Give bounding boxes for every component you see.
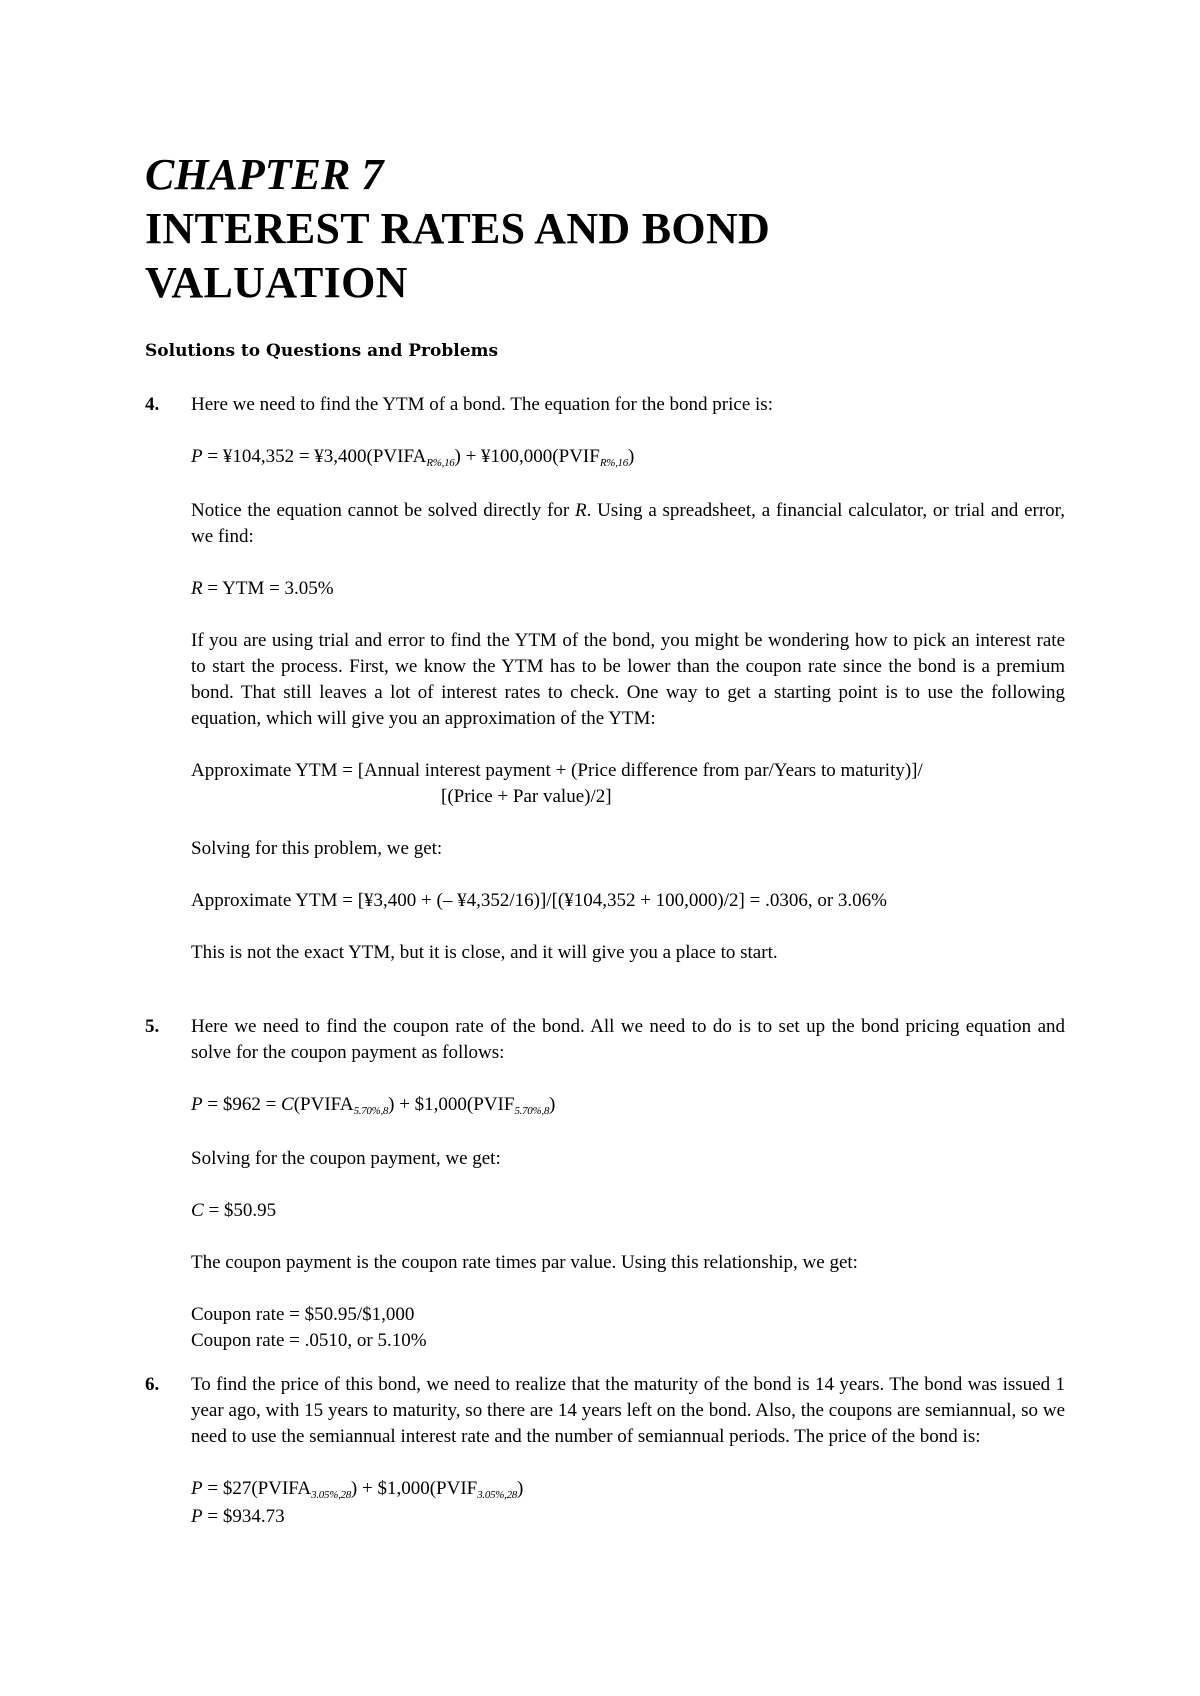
chapter-number: CHAPTER 7 [145,150,384,199]
approx-ytm-calculation: Approximate YTM = [¥3,400 + (– ¥4,352/16)]/[(¥104,352 + 100,000)/2] = .0306, or 3.06% [191,890,887,911]
coupon-payment-result: C = $50.95 [191,1200,277,1221]
problem-body [191,1372,1065,1530]
problem-number: 5. [145,1016,160,1037]
problem-number: 4. [145,394,160,415]
solving-text: Solving for the coupon payment, we get: [191,1148,501,1169]
problem-5 [145,1014,1065,1380]
coupon-rate-calculation: Coupon rate = $50.95/$1,000 Coupon rate = .0510, or 5.10% [191,1304,427,1351]
solving-text: Solving for this problem, we get: [191,838,443,859]
problem-number: 6. [145,1374,160,1395]
closing-text: This is not the exact YTM, but it is close, and it will give you a place to start. [191,942,778,963]
relationship-text: The coupon payment is the coupon rate times par value. Using this relationship, we get: [191,1252,858,1273]
approx-ytm-formula: Approximate YTM = [Annual interest payment + (Price difference from par/Years to maturity)]/ [(Price + Par value)/2] [191,760,923,807]
bond-price-equation: P = ¥104,352 = $¥3,400(PVIFA_{R\%,16})$ + $¥100,000(PVIF_{R\%,16})$ [191,446,635,469]
ytm-result: R = YTM = 3.05% [191,578,334,599]
bond-price-result: P = $934.73 [191,1506,285,1527]
bond-price-equation: $P = \$27(PVIFA_{3.05\%,28})$ + $\$1,000(PVIF_{3.05\%,28})$ [191,1478,524,1501]
chapter-heading [145,148,770,310]
chapter-title-line-2: VALUATION [145,258,408,307]
section-subtitle: Solutions to Questions and Problems [145,341,499,361]
bond-pricing-equation: P = $962 = $C(PVIFA_{5.70\%,8})$ + $\$1,000(PVIF_{5.70\%,8})$ [191,1094,556,1117]
problem-6 [145,1372,1065,1530]
chapter-title-line-1: INTEREST RATES AND BOND [145,204,771,253]
problem-intro: Here we need to find the YTM of a bond. The equation for the bond price is: [191,394,773,415]
problem-intro: To find the price of this bond, we need to realize that the maturity of the bond is 14 years. The bond was issued 1 year ago, with 15 years to maturity, so there are 14 years left on the bond. Also, the coupons are semiannual, so we need to use the semiannual interest rate and the number of semiannual periods. The price of the bond is: [191,1374,1065,1447]
problem-body [191,392,1065,966]
problem-4 [145,392,1065,966]
problem-intro: Here we need to find the coupon rate of the bond. All we need to do is to set up the bond pricing equation and solve for the coupon payment as follows: [191,1016,1065,1063]
trial-error-explanation: If you are using trial and error to find the YTM of the bond, you might be wondering how to pick an interest rate to start the process. First, we know the YTM has to be lower than the coupon rate since the bond is a premium bond. That still leaves a lot of interest rates to check. One way to get a starting point is to use the following equation, which will give you an approximation of the YTM: [191,630,1065,729]
problem-body [191,1014,1065,1354]
solving-note: Notice the equation cannot be solved directly for R. Using a spreadsheet, a financial calculator, or trial and error, we find: [191,500,1065,547]
